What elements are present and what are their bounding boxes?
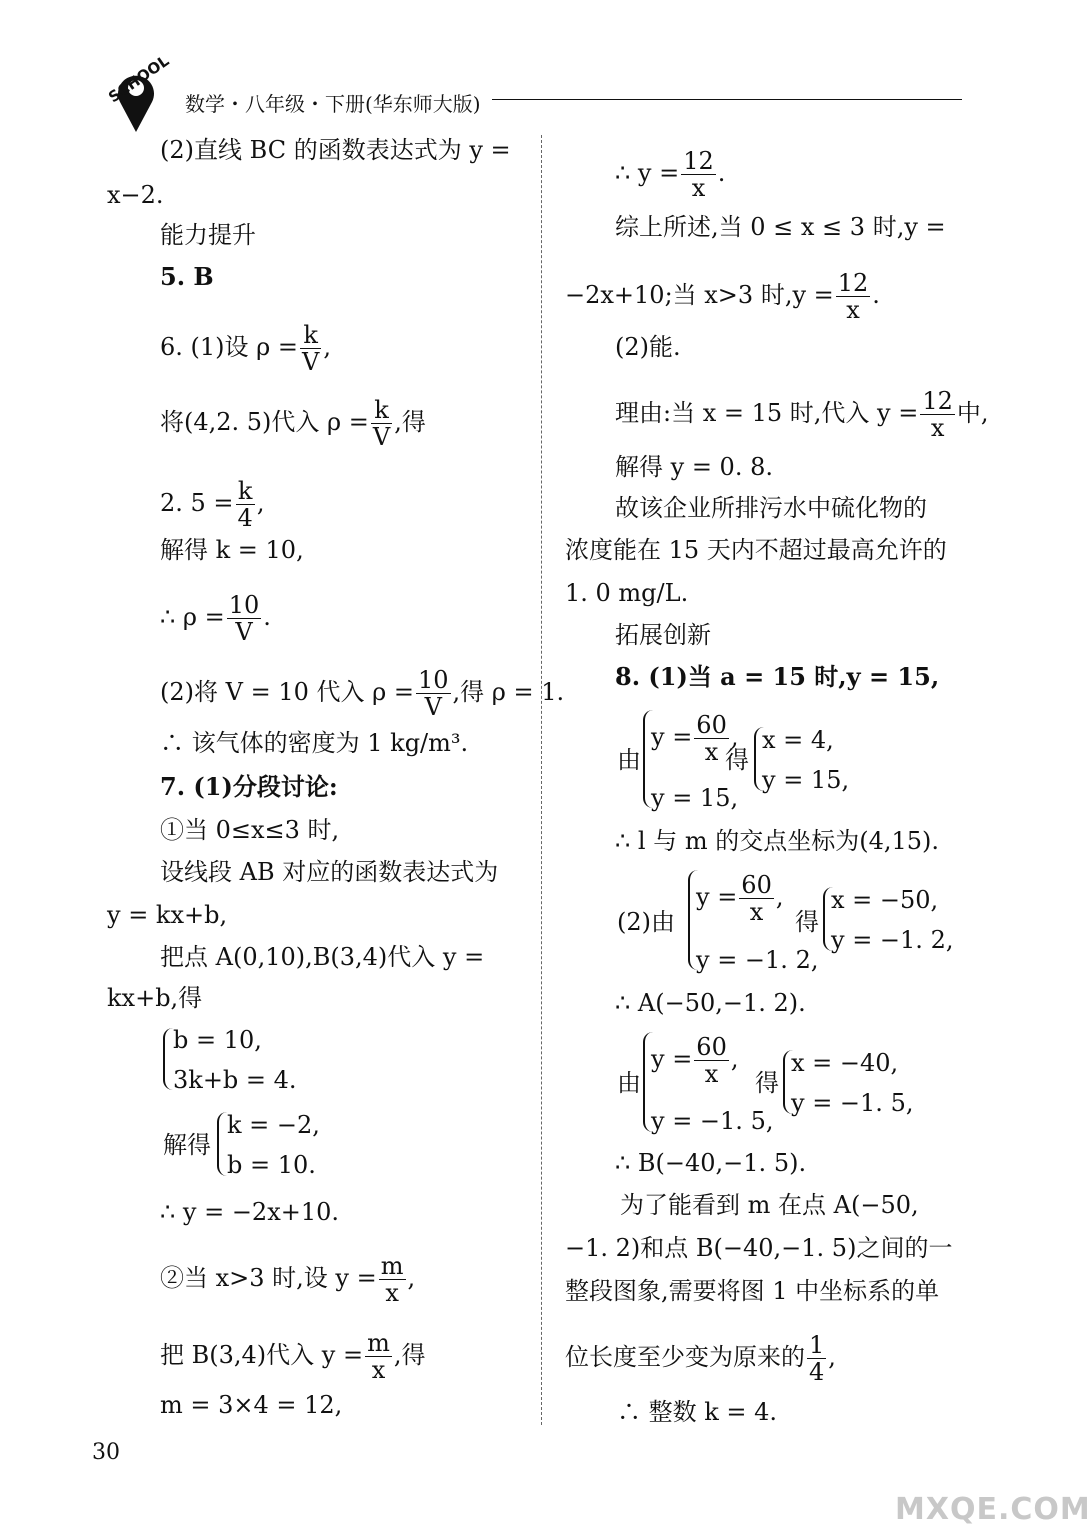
system2-eq2: b = 10. [227,1151,316,1179]
right-line-7: 故该企业所排污水中硫化物的 [615,494,927,522]
school-badge-text: SCHOOL [105,51,173,107]
system-brace-2 [217,1112,227,1176]
system4-eq1: x = 4, [762,726,834,754]
right-line-1: ∴ y = $\frac{12}{x}$ . [615,147,726,202]
system1-eq1: b = 10, [173,1026,262,1054]
fraction: $\frac{10}{V}$ [228,591,260,646]
system3-eq1: y = $\frac{60}{x}$ , [651,711,739,766]
system3-you: 由 [617,746,641,774]
q7-line-j: 把 B(3,4)代入 y = $\frac{m}{x}$ ,得 [160,1329,426,1384]
header-title: 数学・八年级・下册(华东师大版) [185,92,481,116]
section-heading-innovation: 拓展创新 [615,621,711,649]
page-number: 30 [92,1440,120,1465]
system-brace-1 [163,1028,173,1090]
q8-line-point-a: ∴ A(−50,−1. 2). [615,989,806,1017]
q8-line-a: 8. (1)当 a = 15 时,y = 15, [615,662,940,691]
right-line-8: 浓度能在 15 天内不超过最高允许的 [565,536,947,564]
left-line-1: (2)直线 BC 的函数表达式为 y = [160,136,511,164]
system5-de: 得 [795,908,819,936]
q7-line-h: ∴ y = −2x+10. [160,1198,340,1226]
system2-eq1: k = −2, [227,1111,320,1139]
q6-line-f: (2)将 V = 10 代入 ρ = $\frac{10}{V}$ ,得 ρ = 1. [160,666,565,721]
q7-line-i: ②当 x>3 时,设 y = $\frac{m}{x}$ , [160,1252,416,1307]
system7-eq1: y = $\frac{60}{x}$ , [651,1033,739,1088]
watermark: MXQE.COM [895,1492,1091,1527]
header-rule [492,99,962,100]
answer-5: 5. B [160,262,214,291]
fraction: $\frac{10}{V}$ [417,666,449,721]
q7-line-c: 设线段 AB 对应的函数表达式为 [160,858,499,886]
q7-line-b: ①当 0≤x≤3 时, [160,816,340,844]
right-line-2: 综上所述,当 0 ≤ x ≤ 3 时,y = [615,213,946,241]
fraction: $\frac{60}{x}$ [741,871,772,926]
fraction: $\frac{m}{x}$ [380,1252,404,1307]
system8-eq2: y = −1. 5, [791,1089,914,1117]
right-line-6: 解得 y = 0. 8. [615,453,773,481]
fraction: $\frac{m}{x}$ [367,1329,390,1384]
q8-line-intersection: ∴ l 与 m 的交点坐标为(4,15). [615,827,940,855]
q6-line-e: ∴ ρ = $\frac{10}{V}$ . [160,591,271,646]
fraction: $\frac{60}{x}$ [696,1033,727,1088]
system5-eq2: y = −1. 2, [696,946,819,974]
q8-line-19: ∴ 整数 k = 4. [617,1398,778,1426]
fraction: $\frac{k}{4}$ [237,477,253,532]
right-line-5: 理由:当 x = 15 时,代入 y = $\frac{12}{x}$ 中, [615,387,989,442]
q7-line-d: y = kx+b, [107,901,228,929]
q6-line-a: 6. (1)设 ρ = $\frac{k}{V}$ , [160,321,331,376]
system6-eq2: y = −1. 2, [831,926,954,954]
column-divider [541,135,542,1425]
q6-line-g: ∴ 该气体的密度为 1 kg/m³. [160,729,469,757]
system6-eq1: x = −50, [831,886,939,914]
fraction: $\frac{12}{x}$ [922,387,953,442]
right-line-4: (2)能. [615,333,681,361]
q8-line-18: 位长度至少变为原来的 $\frac{1}{4}$ , [565,1331,836,1386]
system1-eq2: 3k+b = 4. [173,1066,297,1094]
q7-line-k: m = 3×4 = 12, [160,1391,343,1419]
q8-line-15: 为了能看到 m 在点 A(−50, [620,1191,919,1219]
system7-you: 由 [617,1069,641,1097]
right-line-9: 1. 0 mg/L. [565,579,689,607]
fraction: $\frac{60}{x}$ [696,711,727,766]
fraction: $\frac{1}{4}$ [809,1331,825,1386]
fraction: $\frac{k}{V}$ [302,321,320,376]
fraction: $\frac{12}{x}$ [837,269,869,324]
system4-eq2: y = 15, [762,766,850,794]
q7-line-a: 7. (1)分段讨论: [160,772,338,801]
left-line-2: x−2. [107,181,164,209]
system5-eq1: y = $\frac{60}{x}$ , [696,871,784,926]
q6-line-c: 2. 5 = $\frac{k}{4}$ , [160,477,265,532]
q8-line-point-b: ∴ B(−40,−1. 5). [615,1149,807,1177]
q7-line-e: 把点 A(0,10),B(3,4)代入 y = [160,943,485,971]
system3-de: 得 [725,746,749,774]
q8-line-17: 整段图象,需要将图 1 中坐标系的单 [565,1277,940,1305]
section-heading-ability: 能力提升 [160,221,256,249]
right-line-3: −2x+10;当 x>3 时,y = $\frac{12}{x}$ . [565,269,880,324]
system7-eq2: y = −1. 5, [651,1107,774,1135]
q8-line-16: −1. 2)和点 B(−40,−1. 5)之间的一 [565,1234,953,1262]
system7-de: 得 [755,1069,779,1097]
system5-you: (2)由 [617,908,675,936]
system8-eq1: x = −40, [791,1049,899,1077]
system3-eq2: y = 15, [651,784,739,812]
q6-line-d: 解得 k = 10, [160,536,304,564]
q6-line-b: 将(4,2. 5)代入 ρ = $\frac{k}{V}$ ,得 [160,396,426,451]
fraction: $\frac{12}{x}$ [683,147,714,202]
q7-line-f: kx+b,得 [107,984,203,1012]
fraction: $\frac{k}{V}$ [372,396,391,451]
q7-line-g: 解得 [163,1131,211,1159]
